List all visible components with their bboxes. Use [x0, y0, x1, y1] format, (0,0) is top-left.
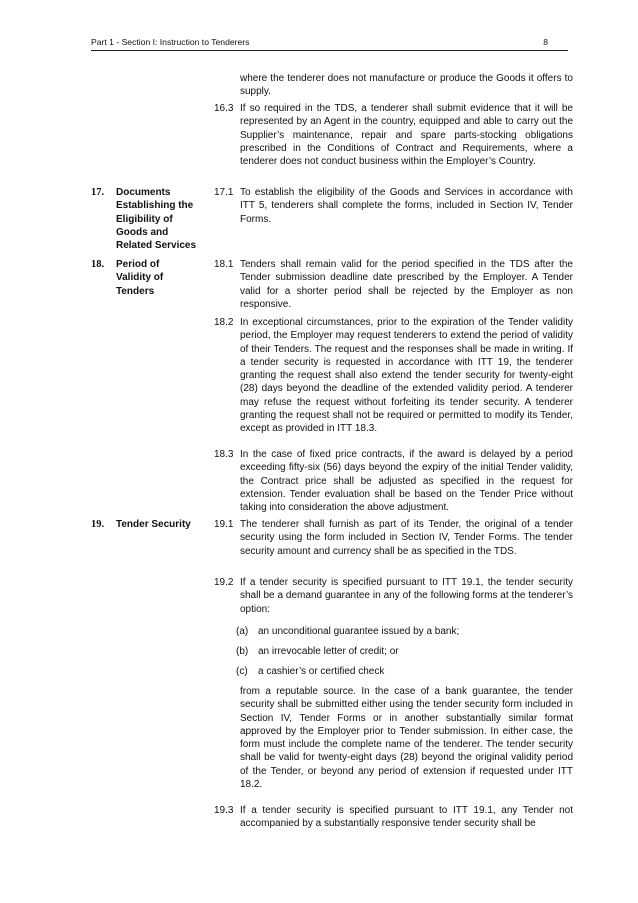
clause-number: 19.3	[214, 805, 234, 816]
section-title: Period of Validity of Tenders	[116, 259, 164, 297]
clause-number: 18.1	[214, 259, 234, 270]
clause-text: In exceptional circumstances, prior to the expiration of the Tender validity period, the Employer may request tenderers to extend the period of validity of their Tenders. The request and the responses shall be made in writing. If a tender security is requested in accordance with ITT 19, the tenderer granting the request shall also extend the tender security for twenty-eight (28) days beyond the deadline of the extended validity period. A tenderer may refuse the request without forfeiting its tender security. A tenderer granting the request shall not be required or permitted to modify its Tender, except as provided in ITT 18.3.	[240, 317, 573, 434]
list-item-text: a cashier’s or certified check	[258, 666, 385, 677]
header-title: Part 1 - Section I: Instruction to Tenderers	[91, 37, 250, 47]
clause-19-2	[214, 576, 573, 616]
section-number: 19.	[91, 519, 105, 530]
clause-text: If a tender security is specified pursuant to ITT 19.1, the tender security shall be a demand guarantee in any of the following forms at the tenderer’s option:	[240, 577, 573, 615]
clause-text: If so required in the TDS, a tenderer shall submit evidence that it will be represented by an Agent in the country, equipped and able to carry out the Supplier’s maintenance, repair and spare parts-stocking obligations prescribed in the Conditions of Contract and Requirements, where a tenderer does not conduct business within the Employer’s Country.	[240, 103, 573, 167]
clause-17-1	[214, 186, 573, 226]
clause-18-2	[214, 316, 573, 435]
list-item-b	[236, 645, 573, 658]
clause-18-1	[214, 258, 573, 311]
list-item-a	[236, 625, 573, 638]
clause-19-3	[214, 804, 573, 831]
clause-text: In the case of fixed price contracts, if the award is delayed by a period exceeding fifty-six (56) days beyond the expiry of the initial Tender validity, the Contract price shall be adjusted as specified in the request for extension. Tender evaluation shall be based on the Tender Price without taking into consideration the above adjustment.	[240, 449, 573, 513]
clause-18-3	[214, 448, 573, 514]
list-item-text: an unconditional guarantee issued by a bank;	[258, 626, 460, 637]
clause-text: If a tender security is specified pursuant to ITT 19.1, any Tender not accompanied by a substantially responsive tender security shall be	[240, 805, 573, 830]
list-item-label: (c)	[236, 666, 248, 677]
section-heading-19	[91, 518, 205, 531]
clause-16-2-continuation	[214, 72, 573, 99]
clause-number: 19.2	[214, 577, 234, 588]
list-item-text: an irrevocable letter of credit; or	[258, 646, 399, 657]
clause-19-2-continuation	[214, 685, 573, 791]
section-title: Tender Security	[116, 519, 191, 530]
section-number: 18.	[91, 259, 105, 270]
clause-16-3	[214, 102, 573, 168]
clause-number: 19.1	[214, 519, 234, 530]
list-item-c	[236, 665, 573, 678]
clause-number: 17.1	[214, 187, 234, 198]
section-number: 17.	[91, 187, 105, 198]
section-heading-17	[91, 186, 205, 252]
clause-text: To establish the eligibility of the Goods and Services in accordance with ITT 5, tenderers shall complete the forms, included in Section IV, Tender Forms.	[240, 187, 573, 225]
clause-number: 18.3	[214, 449, 234, 460]
clause-text: where the tenderer does not manufacture or produce the Goods it offers to supply.	[240, 73, 573, 98]
clause-number: 16.3	[214, 103, 234, 114]
list-item-label: (a)	[236, 626, 249, 637]
clause-text: The tenderer shall furnish as part of its Tender, the original of a tender security using the form included in Section IV, Tender Forms. The tender security amount and currency shall be as specified in the TDS.	[240, 519, 573, 557]
clause-number: 18.2	[214, 317, 234, 328]
clause-19-1	[214, 518, 573, 558]
clause-text: from a reputable source. In the case of a bank guarantee, the tender security shall be submitted either using the tender security form included in Section IV, Tender Forms or in another substantially similar format approved by the Employer prior to Tender submission. In either case, the form must include the complete name of the tenderer. The tender security shall be valid for twenty-eight days (28) beyond the original validity period of the Tender, or beyond any period of extension if requested under ITT 18.2.	[240, 686, 573, 790]
section-heading-18	[91, 258, 205, 298]
clause-text: Tenders shall remain valid for the period specified in the TDS after the Tender submission deadline date prescribed by the Employer. A Tender valid for a shorter period shall be rejected by the Employer as non responsive.	[240, 259, 573, 310]
page-number: 8	[543, 37, 548, 47]
section-title: Documents Establishing the Eligibility of Goods and Related Services	[116, 187, 197, 251]
list-item-label: (b)	[236, 646, 249, 657]
